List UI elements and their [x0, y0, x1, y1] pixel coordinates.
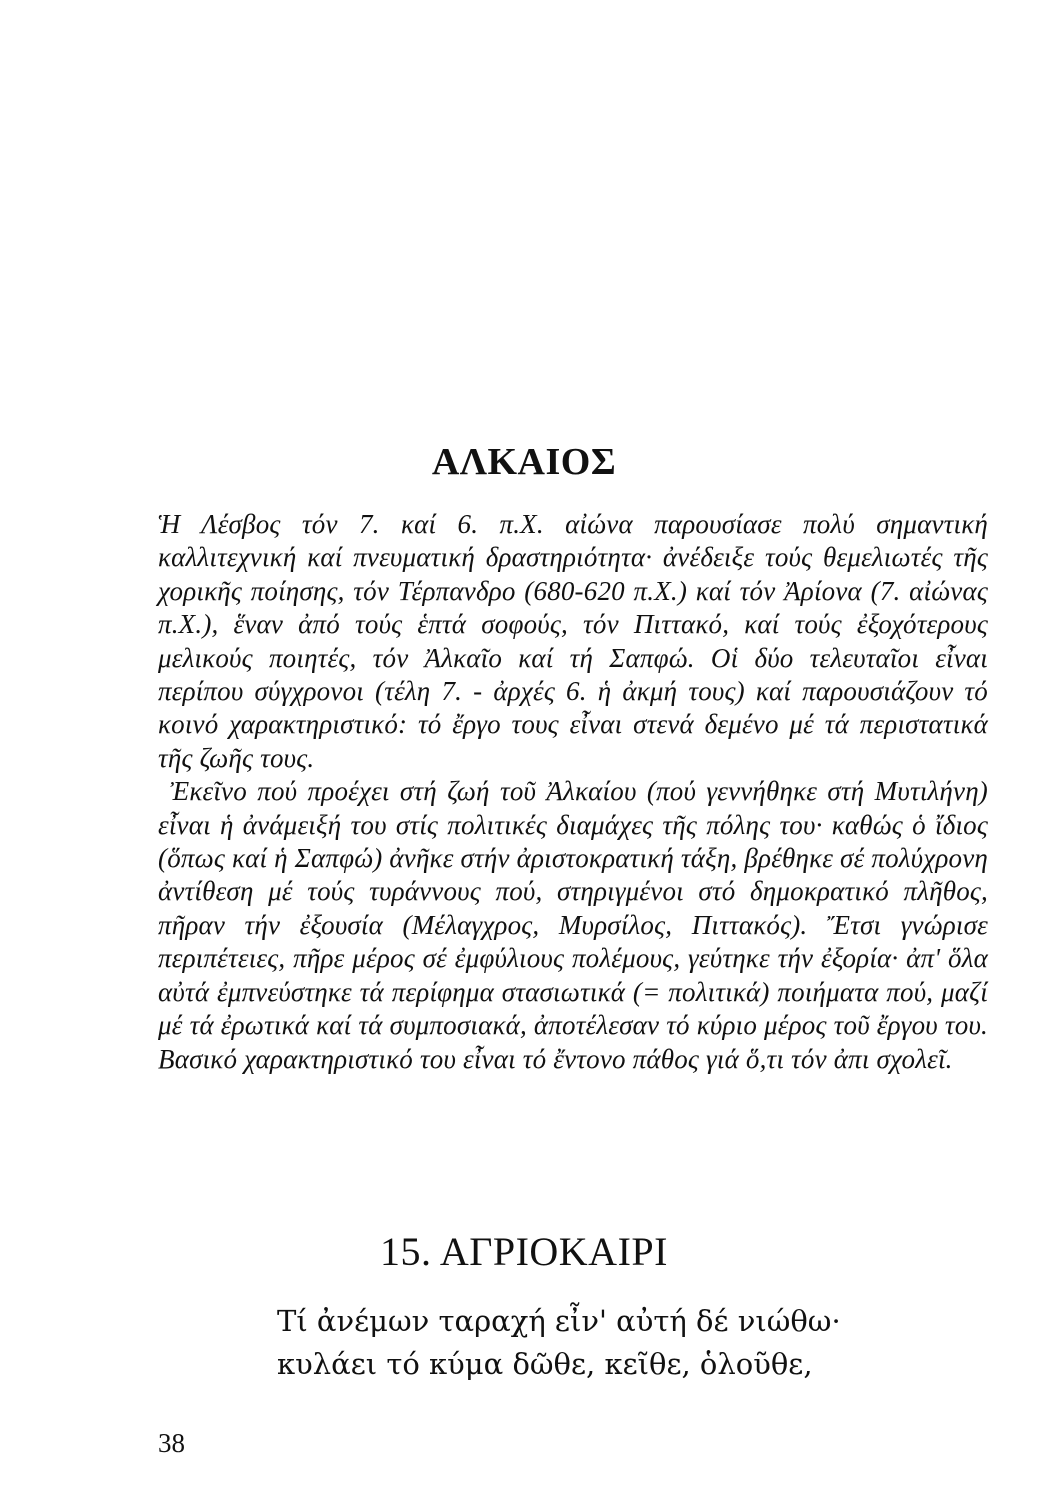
section-title: ΑΛΚΑΙΟΣ [431, 441, 617, 483]
poem-title: 15. ΑΓΡΙΟΚΑΙΡΙ [380, 1229, 668, 1274]
poem-line-1: Τί ἀνέμων ταραχή εἶν' αὐτή δέ νιώθω· [277, 1304, 841, 1338]
poem-line-2: κυλάει τό κύμα δῶθε, κεῖθε, ὁλοῦθε, [277, 1347, 813, 1381]
intro-text [158, 508, 988, 1076]
intro-paragraph-2: Ἐκεῖνο πού προέχει στή ζωή τοῦ Ἀλκαίου (πού γεννήθηκε στή Μυτιλήνη) εἶναι ἡ ἀνάμειξή του στίς πολιτικές διαμάχες τῆς πόλης του· καθώς ὁ ἴδιος (ὅπως καί ἡ Σαπφώ) ἀνῆκε στήν ἀριστοκρατική τάξη, βρέθηκε σέ πολύχρονη ἀντίθεση μέ τούς τυράννους πού, στηριγμένοι στό δημοκρατικό πλῆθος, πῆραν τήν ἐξουσία (Μέλαγχρος, Μυρσίλος, Πιττακός). Ἔτσι γνώρισε περιπέτειες, πῆρε μέρος σέ ἐμφύλιους πολέμους, γεύτηκε τήν ἐξορία· ἀπ' ὅλα αὐτά ἐμπνεύστηκε τά περίφημα στασιωτικά (= πολιτικά) ποιήματα πού, μαζί μέ τά ἐρωτικά καί τά συμποσιακά, ἀποτέλεσαν τό κύριο μέρος τοῦ ἔργου του. Βασικό χαρακτηριστικό του εἶναι τό ἔντονο πάθος γιά ὅ,τι τόν ἀπι σχολεῖ. [158, 776, 988, 1074]
page-number: 38 [158, 1428, 185, 1458]
intro-paragraph-1: Ἡ Λέσβος τόν 7. καί 6. π.Χ. αἰώνα παρουσίασε πολύ σημαντική καλλιτεχνική καί πνευματική δραστηριότητα· ἀνέδειξε τούς θεμελιωτές τῆς χορικῆς ποίησης, τόν Τέρπανδρο (680-620 π.Χ.) καί τόν Ἀρίονα (7. αἰώνας π.Χ.), ἕναν ἀπό τούς ἑπτά σοφούς, τόν Πιττακό, καί τούς ἐξοχότερους μελικούς ποιητές, τόν Ἀλκαῖο καί τή Σαπφώ. Οἱ δύο τελευταῖοι εἶναι περίπου σύγχρονοι (τέλη 7. - ἀρχές 6. ἡ ἀκμή τους) καί παρουσιάζουν τό κοινό χαρακτηριστικό: τό ἔργο τους εἶναι στενά δεμένο μέ τά περιστατικά τῆς ζωῆς τους. [158, 509, 988, 773]
poem-text [277, 1300, 917, 1386]
